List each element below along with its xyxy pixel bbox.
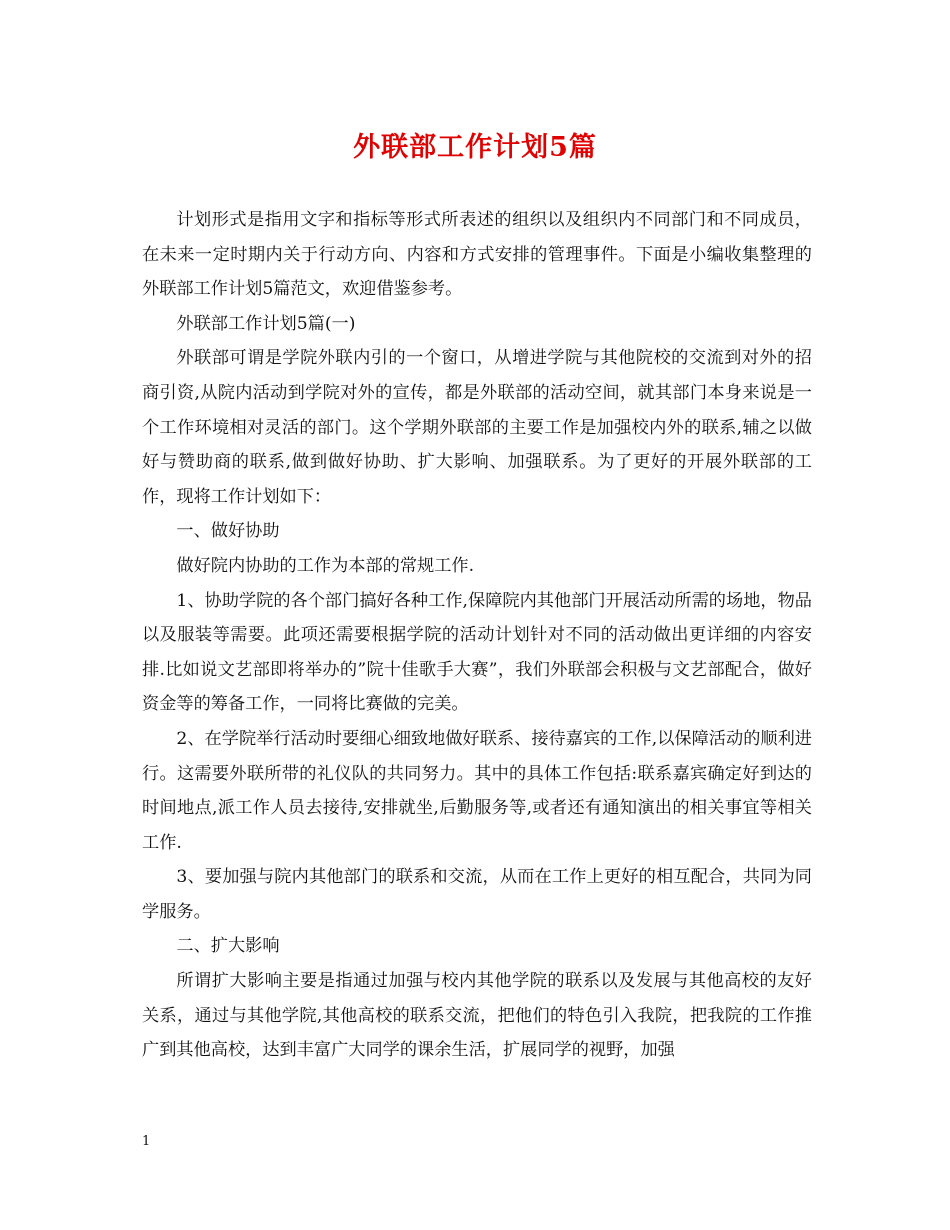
document-title: 外联部工作计划5篇 bbox=[353, 132, 597, 163]
document-body bbox=[142, 203, 812, 1068]
list-item-2: 2、在学院举行活动时要细心细致地做好联系、接待嘉宾的工作,以保障活动的顺利进行。这需要外联所带的礼仪队的共同努力。其中的具体工作包括:联系嘉宾确定好到达的时间地点,派工作人员去接待,安排就坐,后勤服务等,或者还有通知演出的相关事宜等相关工作. bbox=[142, 728, 812, 853]
intro-paragraph: 计划形式是指用文字和指标等形式所表述的组织以及组织内不同部门和不同成员，在未来一定时期内关于行动方向、内容和方式安排的管理事件。下面是小编收集整理的外联部工作计划5篇范文，欢迎借鉴参考。 bbox=[142, 210, 812, 300]
page-number: 1 bbox=[142, 1134, 151, 1149]
list-item-1: 1、协助学院的各个部门搞好各种工作,保障院内其他部门开展活动所需的场地，物品以及服装等需要。此项还需要根据学院的活动计划针对不同的活动做出更详细的内容安排.比如说文艺部即将举办的”院十佳歌手大赛”，我们外联部会积极与文艺部配合，做好资金等的筹备工作，一同将比赛做的完美。 bbox=[142, 590, 812, 715]
section-heading-assist: 一、做好协助 bbox=[176, 521, 280, 542]
plan-heading-one: 外联部工作计划5篇(一) bbox=[176, 313, 356, 334]
body-paragraph: 所谓扩大影响主要是指通过加强与校内其他学院的联系以及发展与其他高校的友好关系，通过与其他学院,其他高校的联系交流，把他们的特色引入我院，把我院的工作推广到其他高校，达到丰富广大同学的课余生活，扩展同学的视野，加强 bbox=[142, 971, 812, 1061]
section-heading-influence: 二、扩大影响 bbox=[176, 936, 280, 957]
list-item-3: 3、要加强与院内其他部门的联系和交流，从而在工作上更好的相互配合，共同为同学服务。 bbox=[142, 867, 812, 922]
body-paragraph: 外联部可谓是学院外联内引的一个窗口，从增进学院与其他院校的交流到对外的招商引资,从院内活动到学院对外的宣传，都是外联部的活动空间，就其部门本身来说是一个工作环境相对灵活的部门。这个学期外联部的主要工作是加强校内外的联系,辅之以做好与赞助商的联系,做到做好协助、扩大影响、加强联系。为了更好的开展外联部的工作，现将工作计划如下： bbox=[142, 348, 812, 507]
body-paragraph: 做好院内协助的工作为本部的常规工作. bbox=[176, 555, 475, 576]
